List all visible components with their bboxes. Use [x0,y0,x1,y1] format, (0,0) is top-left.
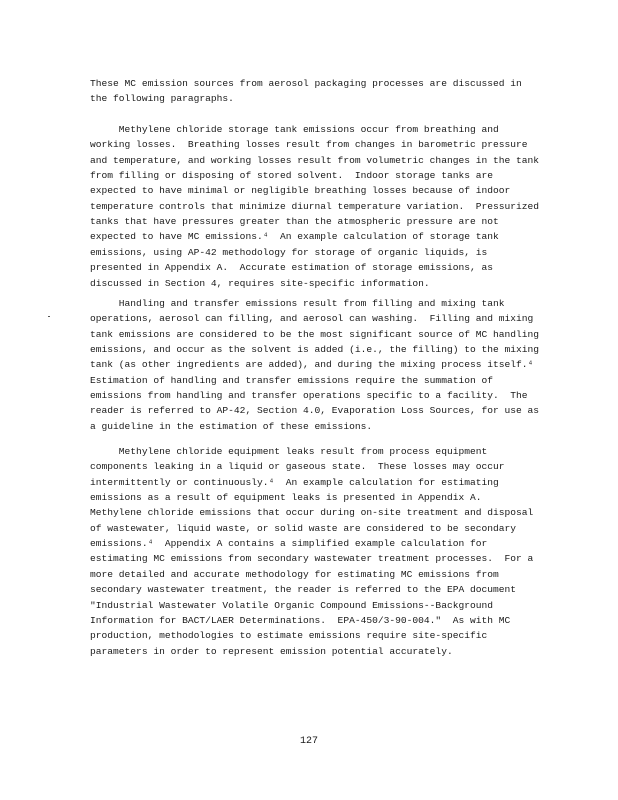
text-line: emissions, using AP-42 methodology for storage of organic liquids, is [90,246,488,258]
text-line: working losses. Breathing losses result from changes in barometric pressure [90,139,528,151]
text-line: expected to have minimal or negligible breathing losses because of indoor [90,185,511,197]
text-line: discussed in Section 4, requires site-specific information. [90,277,430,289]
text-line: and temperature, and working losses result from volumetric changes in the tank [90,154,540,166]
text-line: Handling and transfer emissions result from filling and mixing tank [90,298,505,309]
text-line: operations, aerosol can filling, and aerosol can washing. Filling and mixing [90,313,534,325]
text-line: Methylene chloride emissions that occur during on-site treatment and disposal [90,507,534,519]
text-line: from filling or disposing of stored solvent. Indoor storage tanks are [90,170,494,182]
text-line: estimating MC emissions from secondary wastewater treatment processes. For a [90,553,534,565]
text-line: temperature controls that minimize diurnal temperature variation. Pressurized [90,200,540,212]
text-line: tank emissions are considered to be the most significant source of MC handling [90,328,540,340]
text-line: "Industrial Wastewater Volatile Organic Compound Emissions--Background [90,599,494,611]
text-line: of wastewater, liquid waste, or solid waste are considered to be secondary [90,522,517,534]
scan-speck [48,316,50,317]
text-line: reader is referred to AP-42, Section 4.0, Evaporation Loss Sources, for use as [90,405,540,417]
text-line: emissions, and occur as the solvent is added (i.e., the filling) to the mixing [90,344,540,356]
text-line: production, methodologies to estimate emissions require site-specific [90,630,488,642]
text-line: These MC emission sources from aerosol packaging processes are discussed in [90,78,522,89]
text-line: emissions as a result of equipment leaks is presented in Appendix A. [90,492,482,504]
text-line: parameters in order to represent emission potential accurately. [90,645,453,657]
text-line: Estimation of handling and transfer emissions require the summation of [90,374,494,386]
text-line: Methylene chloride equipment leaks result from process equipment [90,446,488,457]
page-number: 127 [299,736,318,747]
text-line: Methylene chloride storage tank emissions occur from breathing and [90,124,499,135]
text-line: presented in Appendix A. Accurate estimation of storage emissions, as [90,262,494,274]
text-line: intermittently or continuously.⁴ An example calculation for estimating [90,476,499,488]
text-line: tank (as other ingredients are added), and during the mixing process itself.⁴ [90,359,534,371]
text-line: the following paragraphs. [90,93,234,105]
text-line: emissions from handling and transfer operations specific to a facility. The [90,390,528,402]
text-line: secondary wastewater treatment, the reader is referred to the EPA document [90,584,517,596]
text-line: a guideline in the estimation of these emissions. [90,420,373,432]
text-line: tanks that have pressures greater than the atmospheric pressure are not [90,216,499,228]
text-line: expected to have MC emissions.⁴ An example calculation of storage tank [90,231,499,243]
text-line: more detailed and accurate methodology for estimating MC emissions from [90,568,499,580]
text-line: Information for BACT/LAER Determinations. EPA-450/3-90-004." As with MC [90,614,511,626]
text-line: components leaking in a liquid or gaseous state. These losses may occur [90,461,505,473]
text-line: emissions.⁴ Appendix A contains a simplified example calculation for [90,538,488,550]
